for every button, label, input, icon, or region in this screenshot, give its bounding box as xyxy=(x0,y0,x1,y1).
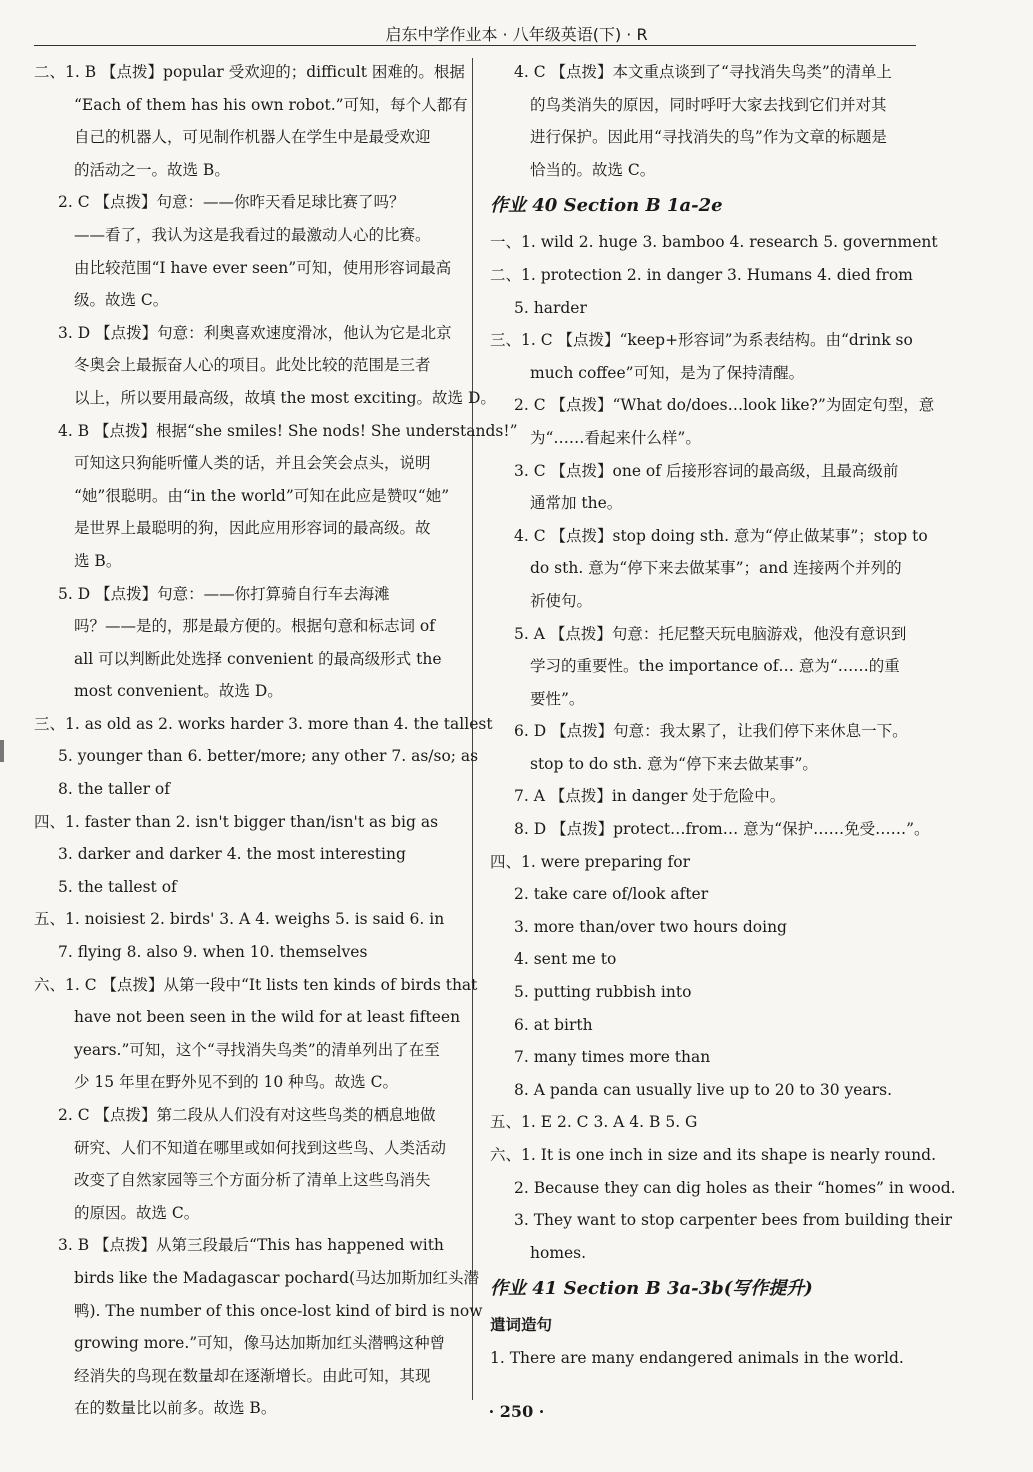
answer-line: 级。故选 C。 xyxy=(74,291,169,310)
answer-line: 三、1. as old as 2. works harder 3. more than 4. the tallest xyxy=(34,714,493,733)
answer-line: 3. They want to stop carpenter bees from building their xyxy=(514,1211,953,1230)
answer-line: 5. A 【点拨】句意：托尼整天玩电脑游戏，他没有意识到 xyxy=(514,624,907,643)
answer-line: 5. D 【点拨】句意：——你打算骑自行车去海滩 xyxy=(58,584,390,603)
answer-line: 恰当的。故选 C。 xyxy=(530,160,656,179)
answer-line: have not been seen in the wild for at least fifteen xyxy=(74,1008,461,1027)
answer-line: 5. putting rubbish into xyxy=(514,983,692,1002)
answer-line: 2. Because they can dig holes as their “homes” in wood. xyxy=(514,1178,956,1197)
answer-line: 2. C 【点拨】第二段从人们没有对这些鸟类的栖息地做 xyxy=(58,1106,436,1124)
answer-line: 选 B。 xyxy=(74,551,122,570)
answer-line: 以上，所以要用最高级，故填 the most exciting。故选 D。 xyxy=(74,388,496,407)
answer-line: 要性”。 xyxy=(530,689,585,708)
answer-line: 8. A panda can usually live up to 20 to 30 years. xyxy=(514,1080,893,1099)
answer-block-continued xyxy=(490,56,918,186)
answer-line: 五、1. E 2. C 3. A 4. B 5. G xyxy=(490,1113,698,1132)
answer-line: 2. C 【点拨】“What do/does…look like?”为固定句型，意 xyxy=(514,396,935,415)
answer-line: 的原因。故选 C。 xyxy=(74,1203,200,1222)
answer-line: 7. many times more than xyxy=(514,1048,711,1067)
answer-line: 可知这只狗能听懂人类的话，并且会笑会点头，说明 xyxy=(74,454,431,473)
answer-line: stop to do sth. 意为“停下来去做某事”。 xyxy=(530,754,818,773)
answer-line: 3. more than/over two hours doing xyxy=(514,917,787,936)
answer-line: 5. harder xyxy=(514,298,587,317)
answer-line: 四、1. were preparing for xyxy=(490,852,691,871)
section-41-subtitle: 遣词造句 xyxy=(490,1316,553,1335)
answer-line: 在的数量比以前多。故选 B。 xyxy=(74,1399,277,1418)
answer-line: 六、1. It is one inch in size and its shape is nearly round. xyxy=(490,1146,937,1164)
answer-line: 4. B 【点拨】根据“she smiles! She nods! She understands!” xyxy=(58,421,518,440)
answer-line: 少 15 年里在野外见不到的 10 种鸟。故选 C。 xyxy=(74,1073,398,1092)
answer-line: 为“……看起来什么样”。 xyxy=(530,428,701,447)
right-column xyxy=(490,56,956,1375)
answer-line: 冬奥会上最振奋人心的项目。此处比较的范围是三者 xyxy=(74,356,431,375)
answer-line: 进行保护。因此用“寻找消失的鸟”作为文章的标题是 xyxy=(530,128,887,147)
answer-line: 是世界上最聪明的狗，因此应用形容词的最高级。故 xyxy=(74,519,431,538)
answer-line: 3. C 【点拨】one of 后接形容词的最高级，且最高级前 xyxy=(514,461,899,480)
page-number: · 250 · xyxy=(488,1402,545,1421)
answer-line: “Each of them has his own robot.”可知，每个人都有 xyxy=(74,95,468,114)
header-rule xyxy=(34,45,916,46)
answer-line: 的鸟类消失的原因，同时呼吁大家去找到它们并对其 xyxy=(530,95,887,114)
answer-line: 吗？——是的，那是最方便的。根据句意和标志词 of xyxy=(74,617,435,636)
answer-line: 改变了自然家园等三个方面分析了清单上这些鸟消失 xyxy=(74,1171,431,1190)
answer-line: 研究、人们不知道在哪里或如何找到这些鸟、人类活动 xyxy=(74,1138,447,1157)
answer-line: 7. A 【点拨】in danger 处于危险中。 xyxy=(514,787,786,806)
section-40-answers xyxy=(490,226,956,1269)
answer-line: 3. darker and darker 4. the most interesting xyxy=(58,845,406,864)
answer-line: 4. C 【点拨】本文重点谈到了“寻找消失鸟类”的清单上 xyxy=(514,63,892,81)
answer-line: 自己的机器人，可见制作机器人在学生中是最受欢迎 xyxy=(74,128,431,147)
answer-line: ——看了，我认为这是我看过的最激动人心的比赛。 xyxy=(74,225,431,244)
answer-line: 3. D 【点拨】句意：利奥喜欢速度滑冰，他认为它是北京 xyxy=(58,323,452,342)
answer-line: 五、1. noisiest 2. birds' 3. A 4. weighs 5. is said 6. in xyxy=(34,910,445,929)
answer-line: 由比较范围“I have ever seen”可知，使用形容词最高 xyxy=(74,258,452,277)
answer-line: most convenient。故选 D。 xyxy=(74,682,283,701)
answer-line: 鸭). The number of this once-lost kind of bird is now xyxy=(74,1301,483,1320)
answer-line: years.”可知，这个“寻找消失鸟类”的清单列出了在至 xyxy=(74,1040,440,1059)
answer-line: 二、1. protection 2. in danger 3. Humans 4. died from xyxy=(490,265,913,284)
answer-line: 6. D 【点拨】句意：我太累了，让我们停下来休息一下。 xyxy=(514,722,908,741)
answer-line: 3. B 【点拨】从第三段最后“This has happened with xyxy=(58,1236,444,1255)
answer-line: 四、1. faster than 2. isn't bigger than/isn't as big as xyxy=(34,812,439,831)
answer-line: homes. xyxy=(530,1243,587,1262)
running-header: 启东中学作业本 · 八年级英语(下) · R xyxy=(385,25,648,44)
answer-line: 三、1. C 【点拨】“keep+形容词”为系表结构。由“drink so xyxy=(490,331,913,350)
answer-line: 5. the tallest of xyxy=(58,877,177,896)
answer-line: 1. There are many endangered animals in the world. xyxy=(490,1348,904,1367)
section-41-title: 作业 41 Section B 3a-3b(写作提升) xyxy=(490,1278,813,1300)
answer-line: 的活动之一。故选 B。 xyxy=(74,160,230,179)
answer-line: 2. C 【点拨】句意：——你昨天看足球比赛了吗？ xyxy=(58,193,405,212)
section-41-answers xyxy=(490,1342,918,1375)
answer-line: do sth. 意为“停下来去做某事”；and 连接两个并列的 xyxy=(530,559,902,578)
answer-line: 经消失的鸟现在数量却在逐渐增长。由此可知，其现 xyxy=(74,1366,431,1385)
answer-line: growing more.”可知，像马达加斯加红头潜鸭这种曾 xyxy=(74,1334,446,1353)
answer-line: 8. D 【点拨】protect…from… 意为“保护……免受……”。 xyxy=(514,820,930,839)
binding-mark xyxy=(0,740,4,762)
answer-line: “她”很聪明。由“in the world”可知在此应是赞叹“她” xyxy=(74,486,450,505)
section-40-title: 作业 40 Section B 1a-2e xyxy=(490,195,723,217)
answer-line: all 可以判断此处选择 convenient 的最高级形式 the xyxy=(74,649,442,668)
answer-line: 一、1. wild 2. huge 3. bamboo 4. research 5. government xyxy=(490,233,938,252)
answer-line: 六、1. C 【点拨】从第一段中“It lists ten kinds of birds that xyxy=(34,975,478,994)
answer-line: much coffee”可知，是为了保持清醒。 xyxy=(530,363,805,382)
answer-line: birds like the Madagascar pochard(马达加斯加红头潜 xyxy=(74,1268,479,1287)
answer-line: 祈使句。 xyxy=(530,591,593,610)
answer-line: 二、1. B 【点拨】popular 受欢迎的；difficult 困难的。根据 xyxy=(34,63,465,81)
answer-line: 8. the taller of xyxy=(58,780,170,799)
answer-line: 6. at birth xyxy=(514,1015,593,1034)
answer-line: 通常加 the。 xyxy=(530,494,623,513)
answer-line: 4. C 【点拨】stop doing sth. 意为“停止做某事”；stop to xyxy=(514,526,928,545)
answer-line: 学习的重要性。the importance of… 意为“……的重 xyxy=(530,657,900,676)
answer-line: 5. younger than 6. better/more; any other 7. as/so; as xyxy=(58,747,479,766)
answer-line: 7. flying 8. also 9. when 10. themselves xyxy=(58,943,368,962)
answer-line: 4. sent me to xyxy=(514,950,617,969)
answer-line: 2. take care of/look after xyxy=(514,885,709,904)
